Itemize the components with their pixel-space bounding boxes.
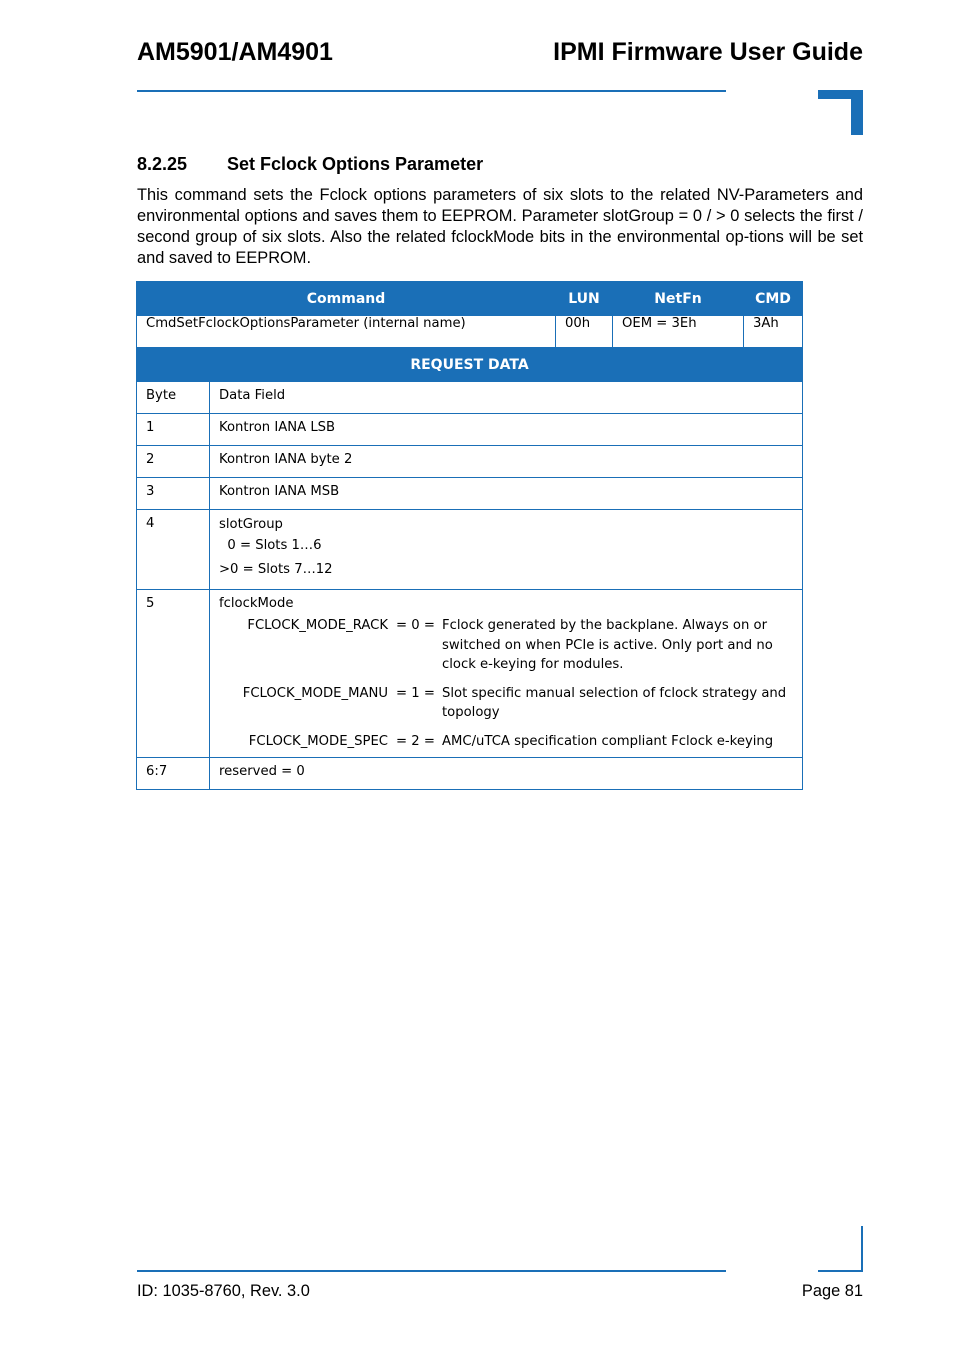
list-item (219, 684, 793, 732)
page-number: Page 81 (801, 1282, 863, 1300)
corner-mark-bottom (861, 1226, 863, 1272)
command-table (136, 281, 803, 790)
mode-value: = 2 = (396, 733, 435, 749)
byte-cell: 2 (137, 446, 210, 478)
byte-header: Byte (137, 382, 210, 414)
command-lun: 00h (556, 316, 613, 348)
field-cell: Kontron IANA MSB (210, 478, 803, 510)
header-lun: LUN (556, 282, 613, 316)
field-cell: Kontron IANA LSB (210, 414, 803, 446)
command-row (137, 316, 803, 348)
slotgroup-option: >0 = Slots 7…12 (219, 562, 333, 577)
command-cmd: 3Ah (744, 316, 803, 348)
document-id: ID: 1035-8760, Rev. 3.0 (137, 1282, 310, 1300)
field-header: Data Field (210, 382, 803, 414)
fclockmode-label: fclockMode (219, 596, 294, 611)
field-cell (210, 590, 803, 758)
command-netfn: OEM = 3Eh (613, 316, 744, 348)
header-command: Command (137, 282, 556, 316)
table-row (137, 382, 803, 414)
table-row (137, 446, 803, 478)
section-number: 8.2.25 (137, 154, 188, 174)
byte-cell: 5 (137, 590, 210, 758)
mode-name: FCLOCK_MODE_SPEC (248, 733, 388, 749)
section-title: Set Fclock Options Parameter (227, 154, 484, 174)
footer-rule (137, 1270, 726, 1272)
field-cell: reserved = 0 (210, 758, 803, 790)
fclock-mode-list (219, 616, 793, 751)
corner-mark-top-vertical (851, 90, 863, 135)
table-row (137, 590, 803, 758)
mode-description: AMC/uTCA specification compliant Fclock e-keying (442, 733, 774, 749)
list-item (219, 616, 793, 684)
field-cell (210, 510, 803, 590)
byte-cell: 4 (137, 510, 210, 590)
request-data-header: REQUEST DATA (137, 348, 803, 382)
mode-name: FCLOCK_MODE_MANU (242, 685, 388, 701)
table-row (137, 478, 803, 510)
byte-cell: 3 (137, 478, 210, 510)
section-paragraph: This command sets the Fclock options parameters of six slots to the related NV-Parameters and environmental options and saves them to EEPROM. Parameter slotGroup = 0 / > 0 selects the first / second group of six slots. Also the related fclockMode bits in the environmental op-tions will be set and saved to EEPROM. (137, 186, 863, 267)
header-netfn: NetFn (613, 282, 744, 316)
mode-value: = 0 = (396, 618, 435, 633)
command-name: CmdSetFclockOptionsParameter (internal name) (137, 316, 556, 348)
header-rule (137, 90, 726, 92)
header-cmd: CMD (744, 282, 803, 316)
mode-name: FCLOCK_MODE_RACK (247, 618, 388, 633)
mode-description: Slot specific manual selection of fclock strategy and topology (442, 685, 787, 720)
mode-value: = 1 = (396, 685, 435, 701)
document-title: AM5901/AM4901 (137, 38, 333, 66)
field-cell: Kontron IANA byte 2 (210, 446, 803, 478)
table-row (137, 414, 803, 446)
list-item (219, 732, 793, 752)
slotgroup-option: 0 = Slots 1…6 (219, 538, 322, 553)
slotgroup-label: slotGroup (219, 517, 283, 532)
corner-mark-bottom-horizontal (818, 1270, 863, 1272)
byte-cell: 1 (137, 414, 210, 446)
guide-title: IPMI Firmware User Guide (553, 38, 863, 66)
table-row (137, 510, 803, 590)
mode-description: Fclock generated by the backplane. Always on or switched on when PCIe is active. Only port and no clock e-keying for modules. (442, 618, 773, 672)
byte-cell: 6:7 (137, 758, 210, 790)
table-row (137, 758, 803, 790)
